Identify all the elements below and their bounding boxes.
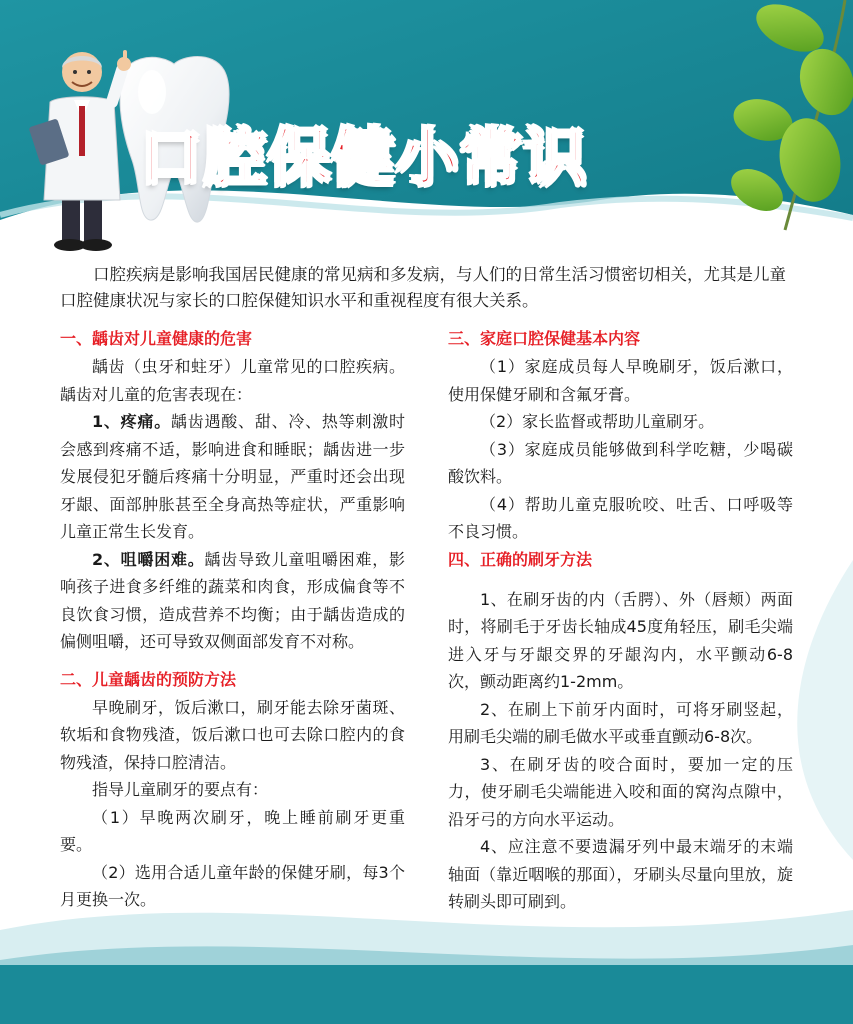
section-3-item-3: （3）家庭成员能够做到科学吃糖，少喝碳酸饮料。 bbox=[448, 439, 793, 486]
section-2-point-2: （2）选用合适儿童年龄的保健牙刷，每3个月更换一次。 bbox=[60, 862, 405, 909]
section-3-item-2: （2）家长监督或帮助儿童刷牙。 bbox=[480, 412, 715, 431]
section-heading-4: 四、正确的刷牙方法 bbox=[448, 549, 593, 569]
doctor-illustration bbox=[28, 40, 138, 255]
item-title-chewing: 2、咀嚼困难。 bbox=[92, 549, 205, 569]
section-heading-1: 一、龋齿对儿童健康的危害 bbox=[60, 329, 253, 348]
section-1-item-pain bbox=[60, 408, 405, 546]
page-title: 口腔保健小常识 bbox=[140, 121, 589, 194]
section-2-paragraph: 早晚刷牙，饭后漱口，刷牙能去除牙菌斑、软垢和食物残渣，饭后漱口也可去除口腔内的食物残渣，保持口腔清洁。 bbox=[60, 697, 405, 772]
item-title-pain: 1、疼痛。 bbox=[92, 412, 171, 431]
section-2-point-1: （1）早晚两次刷牙，晚上睡前刷牙更重要。 bbox=[60, 807, 405, 854]
intro-paragraph: 口腔疾病是影响我国居民健康的常见病和多发病，与人们的日常生活习惯密切相关，尤其是儿童口腔健康状况与家长的口腔保健知识水平和重视程度有很大关系。 bbox=[60, 265, 786, 310]
item-text-pain: 龋齿遇酸、甜、冷、热等刺激时会感到疼痛不适，影响进食和睡眠；龋齿进一步发展侵犯牙髓后疼痛十分明显，严重时还会出现牙龈、面部肿胀甚至全身高热等症状，严重影响儿童正常生长发育。 bbox=[60, 412, 405, 541]
section-4-item-4: 4、应注意不要遗漏牙列中最末端牙的末端轴面（靠近咽喉的那面），牙刷头尽量向里放，旋转刷头即可刷到。 bbox=[448, 837, 793, 911]
section-1-item-chewing bbox=[60, 546, 405, 656]
section-heading-2: 二、儿童龋齿的预防方法 bbox=[60, 669, 237, 689]
item-text-chewing: 龋齿导致儿童咀嚼困难，影响孩子进食多纤维的蔬菜和肉食，形成偏食等不良饮食习惯，造成营养不均衡；由于龋齿造成的偏侧咀嚼，还可导致双侧面部发育不对称。 bbox=[60, 549, 405, 651]
section-heading-3: 三、家庭口腔保健基本内容 bbox=[448, 329, 641, 348]
section-2-points-intro: 指导儿童刷牙的要点有： bbox=[92, 780, 269, 799]
section-3-item-1: （1）家庭成员每人早晚刷牙，饭后漱口，使用保健牙刷和含氟牙膏。 bbox=[448, 357, 793, 404]
section-4-item-3: 3、在刷牙齿的咬合面时，要加一定的压力，使牙刷毛尖端能进入咬和面的窝沟点隙中，沿牙弓的方向水平运动。 bbox=[448, 754, 793, 829]
section-3-item-4: （4）帮助儿童克服吮咬、吐舌、口呼吸等不良习惯。 bbox=[448, 494, 793, 541]
section-1-paragraph: 龋齿（虫牙和蛀牙）儿童常见的口腔疾病。龋齿对儿童的危害表现在： bbox=[60, 357, 405, 404]
section-4-item-1: 1、在刷牙齿的内（舌腭）、外（唇颊）两面时，将刷毛于牙齿长轴成45度角轻压，刷毛尖端进入牙与牙龈交界的牙龈沟内，水平颤动6-8次，颤动距离约1-2mm。 bbox=[448, 589, 793, 691]
section-4-item-2: 2、在刷上下前牙内面时，可将牙刷竖起，用刷毛尖端的刷毛做水平或垂直颤动6-8次。 bbox=[448, 699, 793, 746]
left-column bbox=[60, 325, 405, 914]
right-column bbox=[448, 325, 793, 916]
